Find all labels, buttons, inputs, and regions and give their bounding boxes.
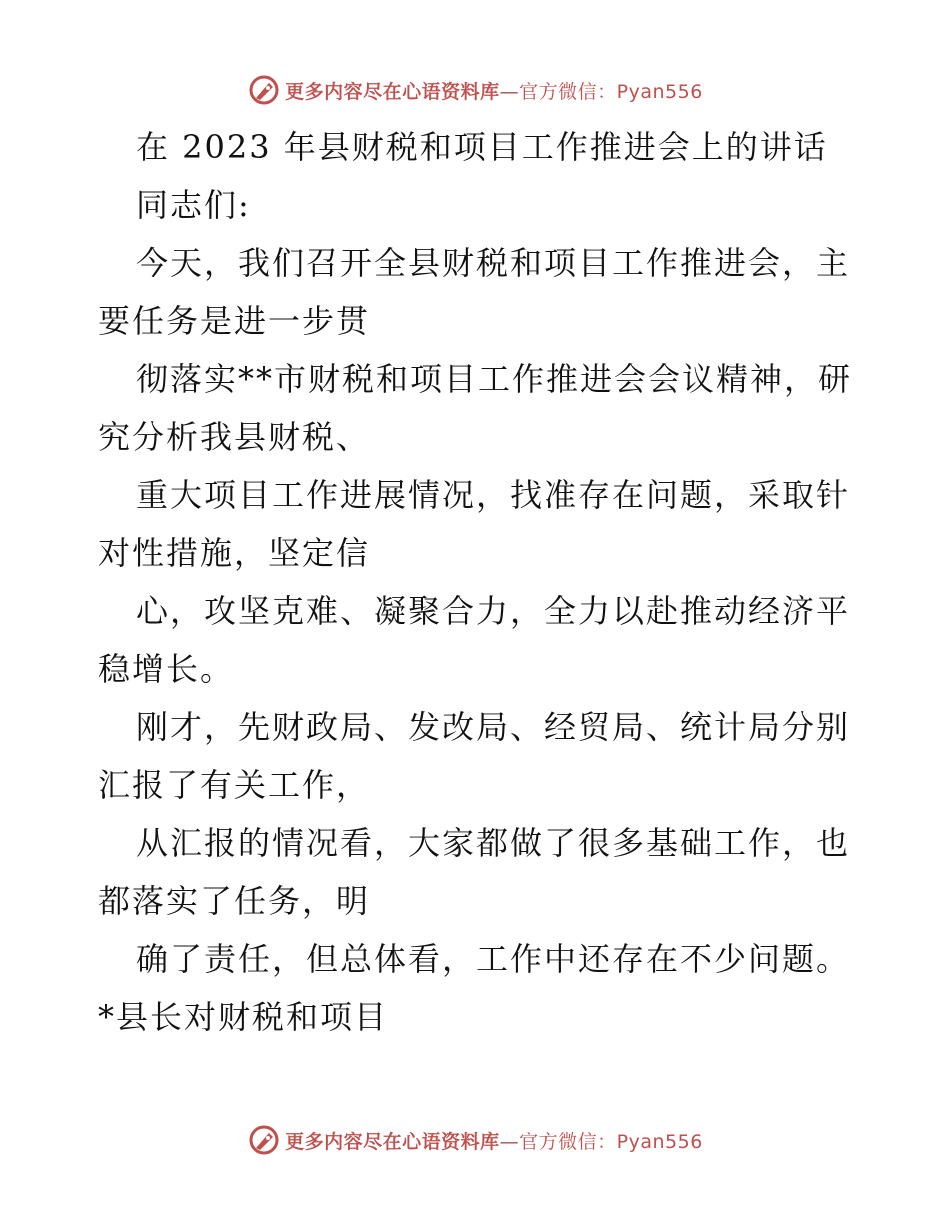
doc-line: 都落实了任务，明 [98,882,371,920]
footer-watermark [0,1120,950,1160]
doc-line: 确了责任，但总体看，工作中还存在不少问题。 [136,940,851,978]
doc-line: 重大项目工作进展情况，找准存在问题，采取针 [136,476,851,514]
doc-line: 从汇报的情况看，大家都做了很多基础工作，也 [136,824,851,862]
doc-line: 要任务是进一步贯 [98,302,371,340]
watermark-brand: 更多内容尽在心语资料库 [285,80,500,103]
watermark-brand: 更多内容尽在心语资料库 [285,1130,500,1153]
doc-line: 彻落实**市财税和项目工作推进会会议精神，研 [136,360,853,398]
doc-line: 汇报了有关工作， [98,766,371,804]
document-body [98,118,858,1046]
doc-line: 刚才，先财政局、发改局、经贸局、统计局分别 [136,708,851,746]
watermark-contact: 官方微信：Pyan556 [519,80,703,103]
pen-nib-icon [247,73,281,107]
doc-line: 究分析我县财税、 [98,418,371,456]
doc-line: 在 2023 年县财税和项目工作推进会上的讲话 [136,128,828,166]
doc-line: 稳增长。 [98,650,235,688]
watermark-text [285,1127,703,1154]
watermark-separator: — [499,80,520,103]
header-watermark [0,70,950,110]
watermark-contact: 官方微信：Pyan556 [519,1130,703,1153]
doc-line: 心，攻坚克难、凝聚合力，全力以赴推动经济平 [136,592,851,630]
watermark-separator: — [499,1130,520,1153]
doc-line: *县长对财税和项目 [98,998,389,1036]
doc-line: 同志们: [136,186,251,224]
doc-line: 今天，我们召开全县财税和项目工作推进会，主 [136,244,851,282]
watermark-text [285,77,703,104]
pen-nib-icon [247,1123,281,1157]
doc-line: 对性措施，坚定信 [98,534,371,572]
